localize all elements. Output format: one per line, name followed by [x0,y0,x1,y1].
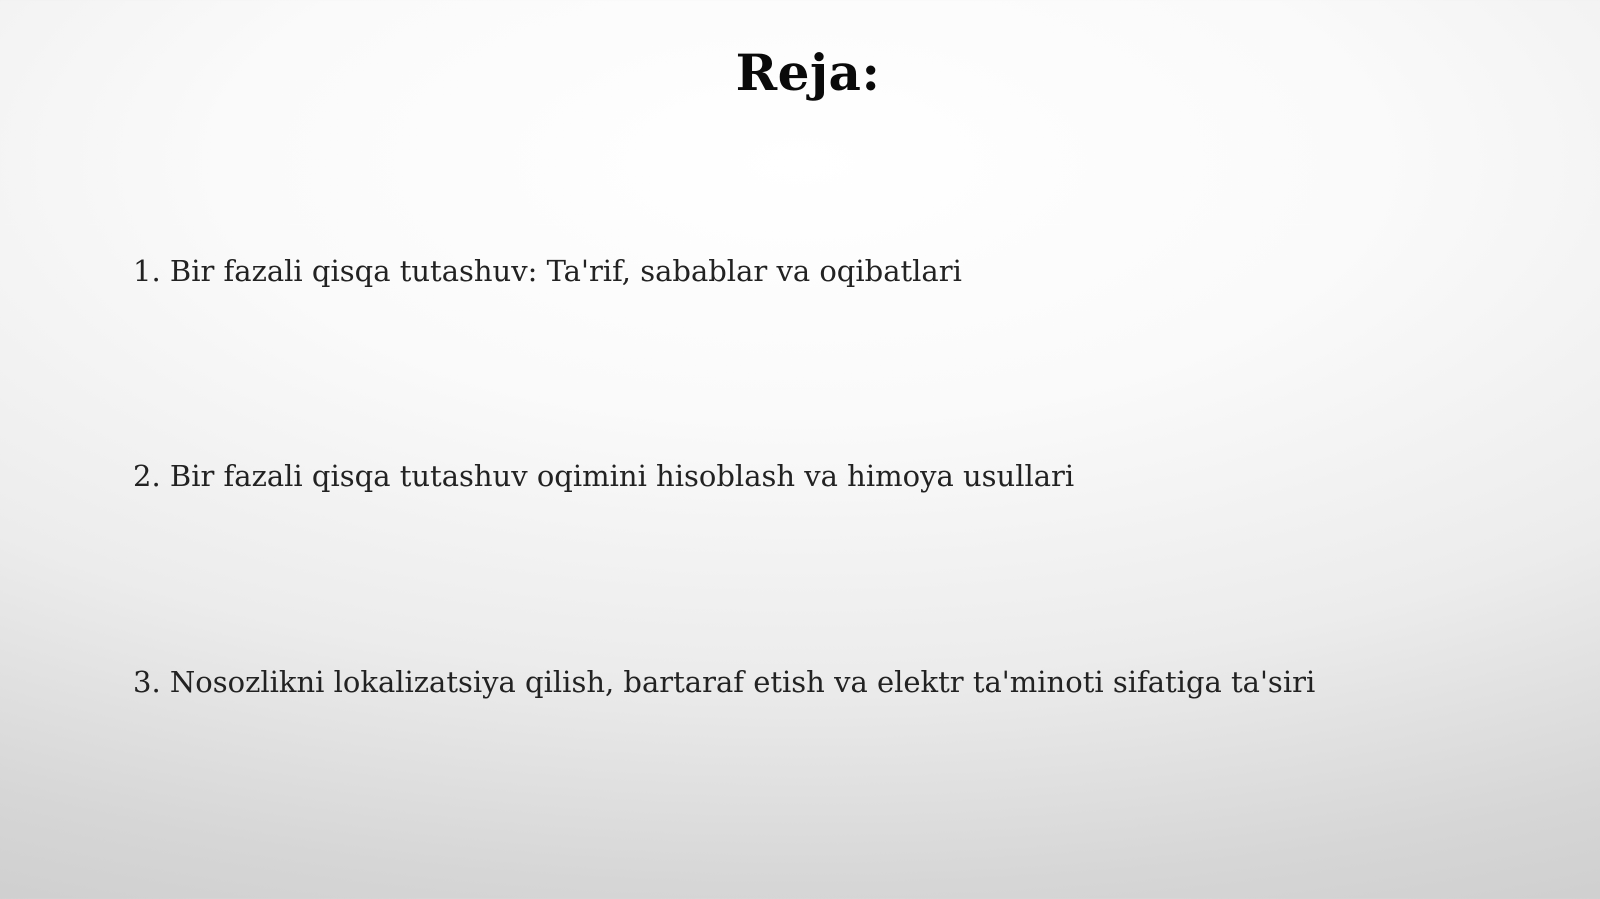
plan-item-1: 1. Bir fazali qisqa tutashuv: Ta'rif, sabablar va oqibatlari [133,254,962,288]
plan-item-3: 3. Nosozlikni lokalizatsiya qilish, bartaraf etish va elektr ta'minoti sifatiga ta'siri [133,665,1316,699]
slide-title: Reja: [735,43,881,102]
plan-item-2: 2. Bir fazali qisqa tutashuv oqimini hisoblash va himoya usullari [133,459,1075,493]
